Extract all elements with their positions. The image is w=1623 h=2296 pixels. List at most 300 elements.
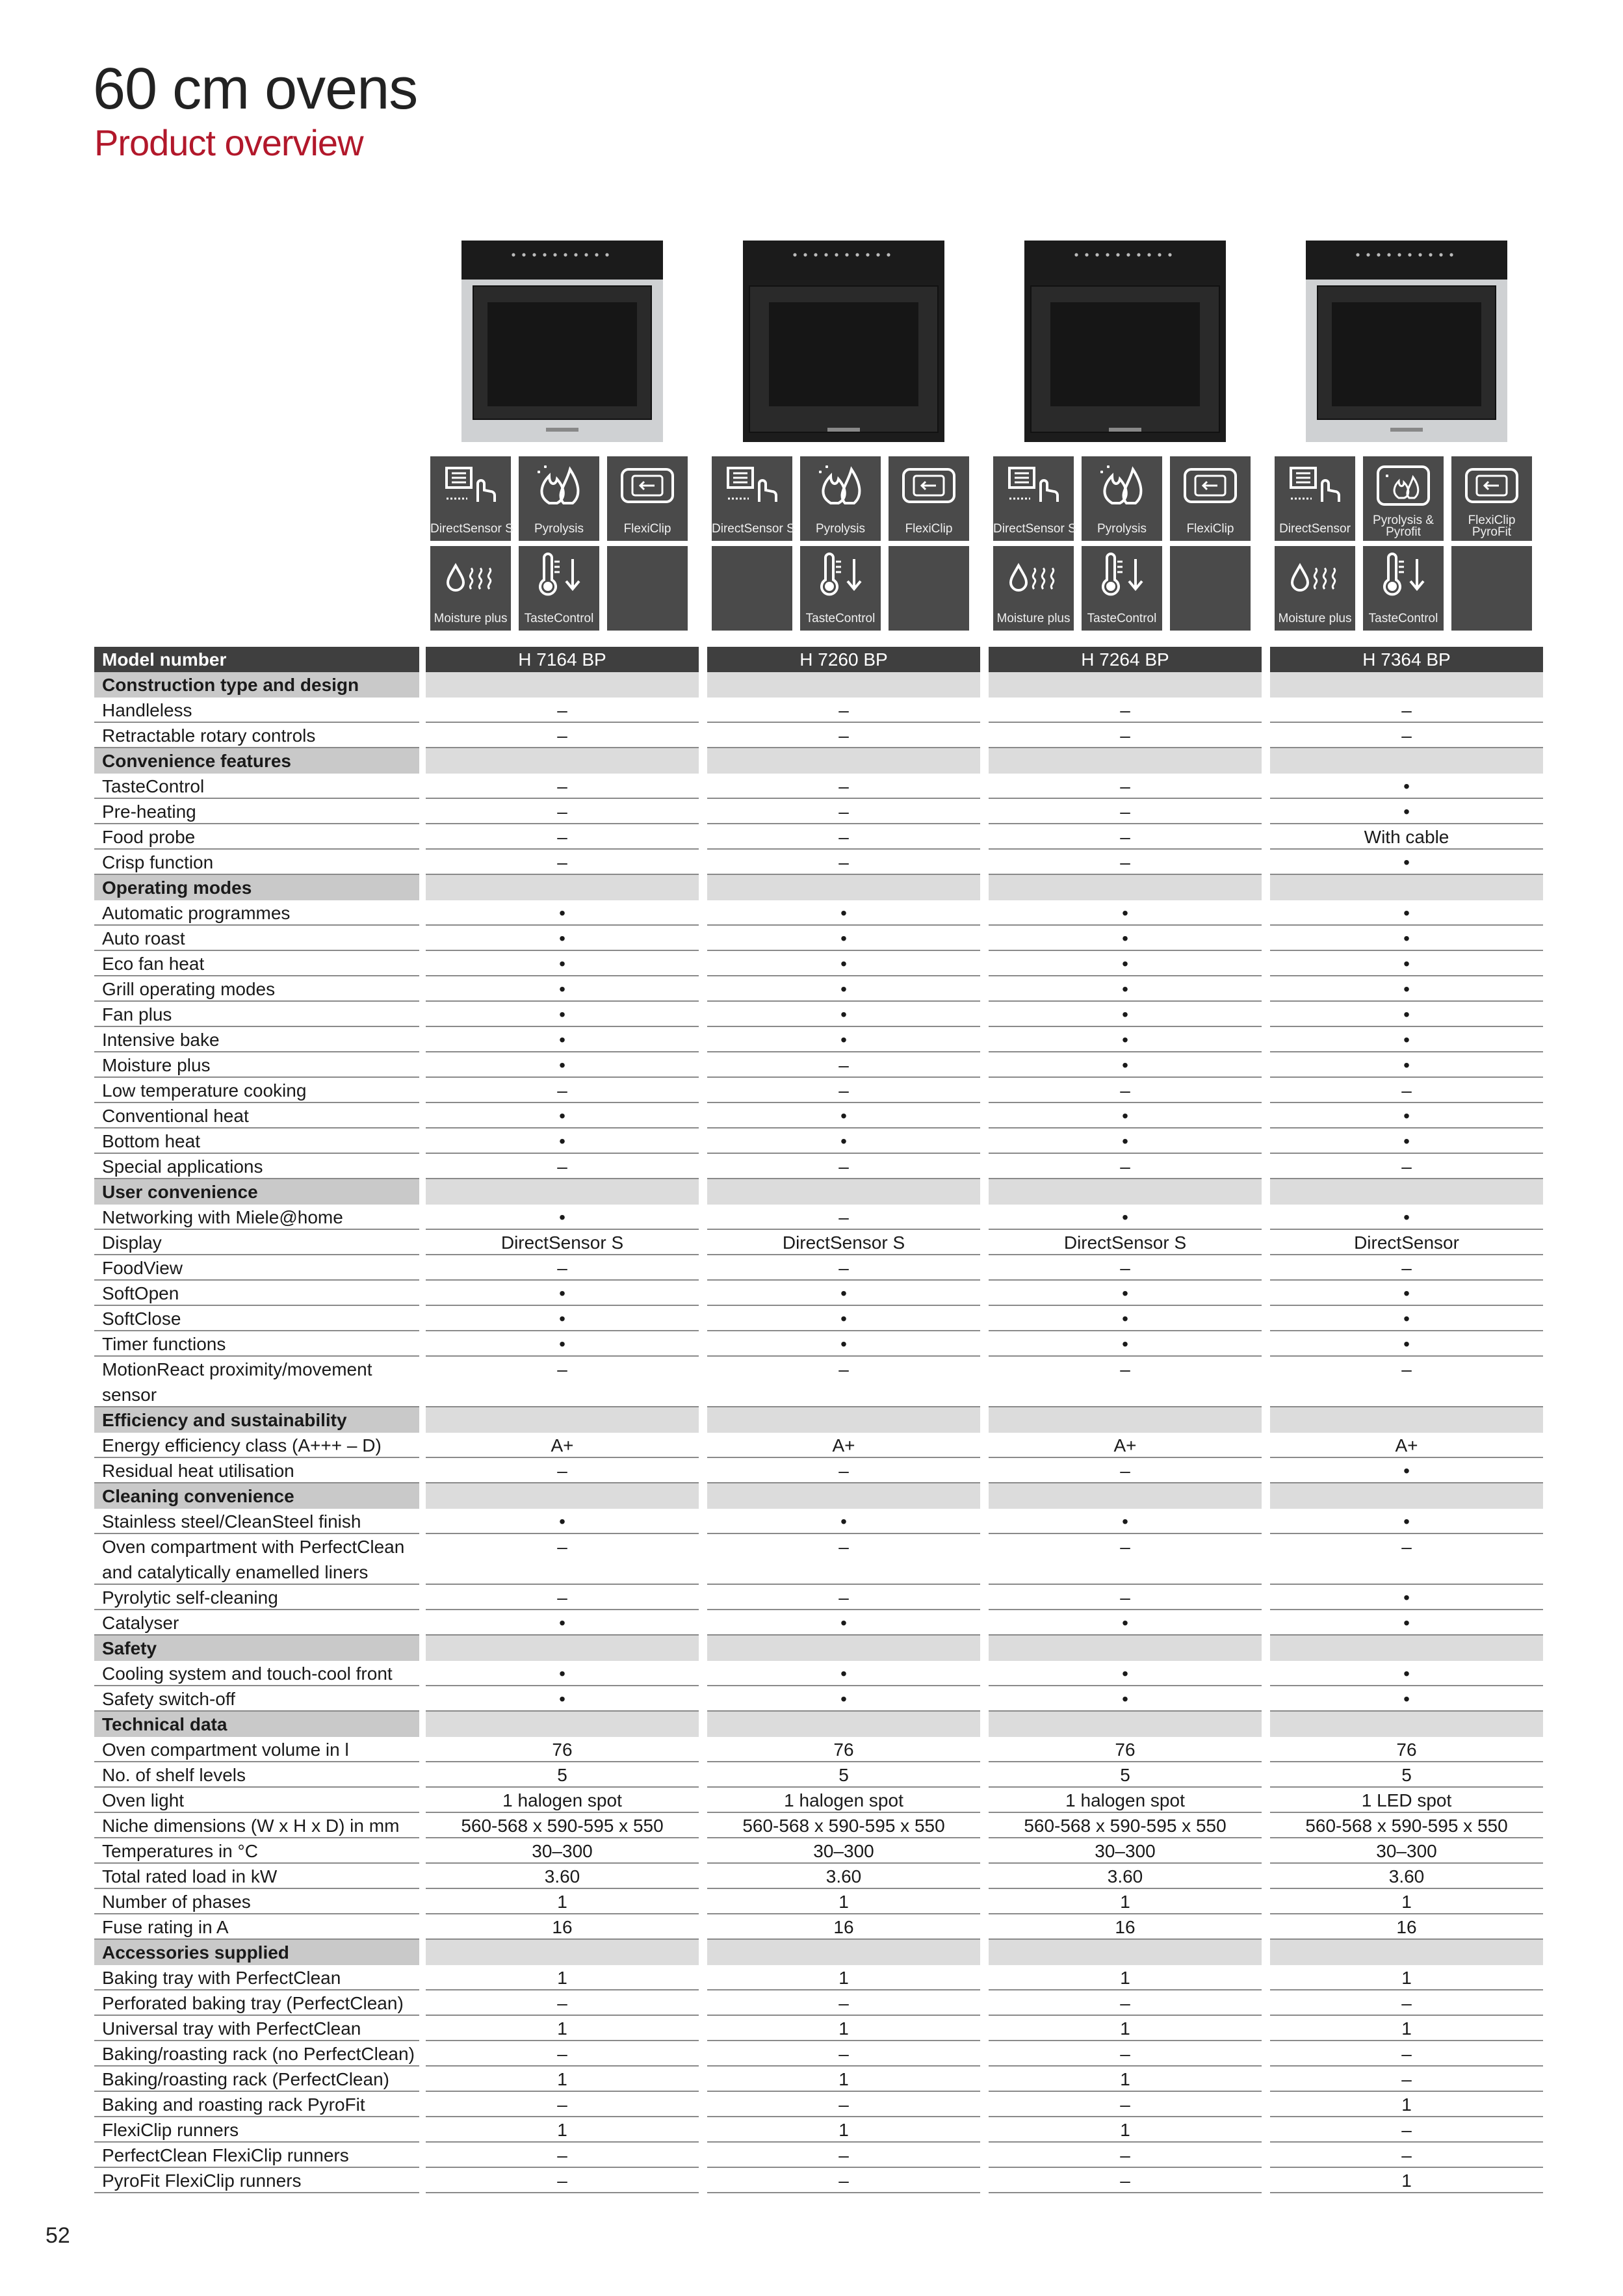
section-cell [989,875,1262,900]
table-cell: • [707,1103,980,1128]
row-label: Fan plus [94,1002,419,1027]
table-cell: • [707,951,980,976]
table-cell: 1 [1270,2016,1543,2041]
section-label: Safety [94,1636,419,1661]
table-cell: – [989,723,1262,748]
table-cell: – [1270,1078,1543,1103]
row-label: Bottom heat [94,1128,419,1154]
feature-tile-directsensor-s [993,456,1074,541]
table-cell: DirectSensor S [707,1230,980,1255]
table-cell: 5 [989,1762,1262,1788]
feature-tile-label: FlexiClip [623,522,671,536]
table-cell: • [707,1661,980,1686]
table-cell: • [989,1509,1262,1534]
feature-tile-tastecontrol [1363,546,1444,631]
table-cell: – [989,2041,1262,2067]
table-cell: • [1270,926,1543,951]
table-cell: – [1270,1990,1543,2016]
table-cell: • [426,1610,699,1636]
row-label: FoodView [94,1255,419,1281]
table-cell: • [707,1128,980,1154]
row-label: Number of phases [94,1889,419,1914]
table-cell: – [426,1458,699,1483]
table-cell: – [707,850,980,875]
feature-tile-label: Moisture plus [434,612,508,625]
row-label: Eco fan heat [94,951,419,976]
row-label: Handleless [94,698,419,723]
feature-tile-directsensor-s [430,456,511,541]
table-cell: – [989,1990,1262,2016]
row-label: PerfectClean FlexiClip runners [94,2143,419,2168]
feature-tile-flexiclip [1170,456,1251,541]
section-label: Construction type and design [94,672,419,698]
row-label: Catalyser [94,1610,419,1636]
oven-image [461,241,663,442]
table-cell: • [1270,976,1543,1002]
feature-tile-label: TasteControl [1087,612,1157,625]
table-cell: – [707,824,980,850]
feature-tile-empty [889,546,969,631]
table-cell: • [1270,1103,1543,1128]
table-cell: • [989,1306,1262,1331]
table-cell: – [426,2168,699,2193]
table-cell: – [989,1078,1262,1103]
feature-tile-pyrolysis [800,456,881,541]
table-cell: • [1270,951,1543,976]
table-cell: – [707,2168,980,2193]
table-cell: • [426,1205,699,1230]
row-label: Fuse rating in A [94,1914,419,1940]
oven-image [1306,241,1507,442]
table-cell: 560-568 x 590-595 x 550 [426,1813,699,1838]
table-cell: 1 halogen spot [426,1788,699,1813]
table-cell: • [1270,1509,1543,1534]
section-cell [989,1483,1262,1509]
table-cell: – [1270,2143,1543,2168]
table-cell: 5 [1270,1762,1543,1788]
row-label: SoftClose [94,1306,419,1331]
row-label: Cooling system and touch-cool front [94,1661,419,1686]
feature-tile-label: Moisture plus [996,612,1071,625]
table-cell: • [989,1331,1262,1357]
table-cell: – [989,799,1262,824]
table-cell: • [426,976,699,1002]
table-cell: – [707,723,980,748]
model-number: H 7364 BP [1270,647,1543,672]
table-cell: • [1270,1128,1543,1154]
table-cell: • [426,1331,699,1357]
table-cell: – [989,1458,1262,1483]
feature-tile-pyrolysis [519,456,599,541]
table-cell: • [1270,900,1543,926]
table-cell: 1 [1270,1889,1543,1914]
table-cell: 16 [426,1914,699,1940]
table-cell: – [707,1534,980,1585]
table-cell: • [426,951,699,976]
table-cell: • [1270,1281,1543,1306]
table-cell: 3.60 [426,1864,699,1889]
row-label: Residual heat utilisation [94,1458,419,1483]
table-cell: – [1270,2041,1543,2067]
table-cell: • [426,1128,699,1154]
row-label: Grill operating modes [94,976,419,1002]
section-cell [426,1483,699,1509]
section-cell [989,1179,1262,1205]
table-cell: 560-568 x 590-595 x 550 [1270,1813,1543,1838]
feature-tile-label: FlexiClip PyroFit [1468,514,1516,539]
row-label: Oven compartment with PerfectClean and catalytically enamelled liners [94,1534,419,1585]
table-cell: 3.60 [707,1864,980,1889]
section-label: Convenience features [94,748,419,774]
row-label: Perforated baking tray (PerfectClean) [94,1990,419,2016]
section-cell [707,1712,980,1737]
feature-tile-pyrolysis-pyrofit [1363,456,1444,541]
table-cell: – [1270,2067,1543,2092]
table-cell: – [426,824,699,850]
table-cell: 5 [707,1762,980,1788]
row-label: TasteControl [94,774,419,799]
table-cell: – [707,1357,980,1407]
section-cell [989,1636,1262,1661]
table-cell: – [426,1078,699,1103]
section-cell [707,1407,980,1433]
row-label: Baking/roasting rack (PerfectClean) [94,2067,419,2092]
feature-tile-directsensor [1275,456,1355,541]
table-cell: – [989,2143,1262,2168]
section-cell [426,1636,699,1661]
table-cell: – [426,2143,699,2168]
row-label: MotionReact proximity/movement sensor [94,1357,419,1407]
table-cell: – [707,1458,980,1483]
table-cell: 1 [426,1965,699,1990]
table-cell: 76 [426,1737,699,1762]
table-cell: • [426,1306,699,1331]
row-label: Temperatures in °C [94,1838,419,1864]
table-cell: 1 halogen spot [989,1788,1262,1813]
row-label: Universal tray with PerfectClean [94,2016,419,2041]
table-cell: 1 [707,2067,980,2092]
table-cell: – [707,2092,980,2117]
table-cell: 1 [1270,2092,1543,2117]
table-cell: • [707,1610,980,1636]
row-label: Conventional heat [94,1103,419,1128]
table-cell: – [1270,2117,1543,2143]
row-label: Intensive bake [94,1027,419,1052]
table-cell: – [426,1534,699,1585]
row-label: Networking with Miele@home [94,1205,419,1230]
section-cell [989,748,1262,774]
table-cell: – [989,2092,1262,2117]
section-cell [1270,1940,1543,1965]
row-label: Automatic programmes [94,900,419,926]
table-cell: 30–300 [707,1838,980,1864]
section-label: Operating modes [94,875,419,900]
section-cell [426,1712,699,1737]
table-cell: 1 [426,2016,699,2041]
table-cell: • [426,1027,699,1052]
table-cell: • [1270,1331,1543,1357]
section-label: Cleaning convenience [94,1483,419,1509]
table-cell: 1 [426,2067,699,2092]
table-cell: • [707,1002,980,1027]
page-subtitle: Product overview [94,122,363,163]
table-cell: • [426,1509,699,1534]
table-cell: • [426,1052,699,1078]
table-cell: With cable [1270,824,1543,850]
feature-tile-label: DirectSensor S [712,522,795,536]
table-cell: 1 [1270,2168,1543,2193]
table-cell: • [426,1686,699,1712]
table-cell: 76 [1270,1737,1543,1762]
row-label: Safety switch-off [94,1686,419,1712]
table-cell: 1 [426,2117,699,2143]
table-cell: – [989,1154,1262,1179]
table-cell: – [989,1255,1262,1281]
feature-tile-tastecontrol [800,546,881,631]
table-cell: • [1270,1205,1543,1230]
section-cell [707,1636,980,1661]
section-label: Technical data [94,1712,419,1737]
section-cell [707,672,980,698]
table-cell: • [426,1002,699,1027]
feature-tile-directsensor-s [712,456,795,541]
table-cell: – [707,1078,980,1103]
table-cell: 76 [707,1737,980,1762]
table-cell: • [426,926,699,951]
table-cell: – [1270,723,1543,748]
model-number: H 7260 BP [707,647,980,672]
table-cell: • [989,1002,1262,1027]
table-cell: – [426,1154,699,1179]
section-cell [1270,748,1543,774]
table-cell: – [426,774,699,799]
feature-tile-label: Pyrolysis [1097,522,1147,536]
table-cell: – [426,1357,699,1407]
table-cell: A+ [989,1433,1262,1458]
feature-tile-empty [607,546,688,631]
table-cell: • [989,1128,1262,1154]
row-label: Oven light [94,1788,419,1813]
row-label: Pyrolytic self-cleaning [94,1585,419,1610]
section-label: Accessories supplied [94,1940,419,1965]
section-label: Efficiency and sustainability [94,1407,419,1433]
table-cell: • [989,900,1262,926]
table-cell: • [1270,799,1543,824]
feature-tile-label: DirectSensor S [993,522,1076,536]
table-cell: – [1270,698,1543,723]
feature-tile-label: Moisture plus [1278,612,1352,625]
table-cell: • [1270,1661,1543,1686]
table-cell: – [426,2092,699,2117]
table-cell: – [1270,1357,1543,1407]
feature-tile-label: Pyrolysis [534,522,584,536]
table-cell: • [1270,774,1543,799]
section-cell [707,875,980,900]
table-cell: 16 [707,1914,980,1940]
section-cell [989,1940,1262,1965]
table-cell: • [989,1052,1262,1078]
table-cell: • [1270,1002,1543,1027]
table-cell: • [426,1103,699,1128]
table-cell: • [707,926,980,951]
row-label: Energy efficiency class (A+++ – D) [94,1433,419,1458]
table-cell: – [426,1990,699,2016]
row-label: PyroFit FlexiClip runners [94,2168,419,2193]
table-cell: 1 [989,2067,1262,2092]
feature-tile-empty [1170,546,1251,631]
oven-image [1024,241,1226,442]
model-number: H 7264 BP [989,647,1262,672]
table-cell: – [707,799,980,824]
row-label: Baking tray with PerfectClean [94,1965,419,1990]
row-label: SoftOpen [94,1281,419,1306]
section-cell [1270,1483,1543,1509]
table-cell: 1 LED spot [1270,1788,1543,1813]
table-cell: – [426,1255,699,1281]
feature-tile-flexiclip [889,456,969,541]
table-cell: 1 [989,1965,1262,1990]
row-label: Timer functions [94,1331,419,1357]
row-label: Crisp function [94,850,419,875]
row-label: Pre-heating [94,799,419,824]
table-cell: • [989,976,1262,1002]
table-cell: A+ [1270,1433,1543,1458]
table-cell: • [989,1610,1262,1636]
section-cell [707,1179,980,1205]
feature-tile-tastecontrol [519,546,599,631]
table-cell: • [1270,850,1543,875]
table-cell: • [707,1306,980,1331]
table-cell: 1 [989,1889,1262,1914]
table-cell: 1 [1270,1965,1543,1990]
section-cell [426,875,699,900]
table-cell: – [989,824,1262,850]
table-cell: 76 [989,1737,1262,1762]
feature-tile-flexiclip [607,456,688,541]
table-cell: – [707,1255,980,1281]
table-cell: 560-568 x 590-595 x 550 [989,1813,1262,1838]
table-cell: – [426,799,699,824]
table-cell: • [989,926,1262,951]
section-cell [989,672,1262,698]
table-cell: – [707,1052,980,1078]
row-label: Baking and roasting rack PyroFit [94,2092,419,2117]
table-cell: – [426,1585,699,1610]
table-cell: • [989,1661,1262,1686]
table-cell: • [989,1027,1262,1052]
table-cell: – [426,850,699,875]
feature-tile-label: TasteControl [805,612,876,625]
table-cell: 1 [989,2016,1262,2041]
feature-tile-flexiclip-pyrofit [1451,456,1532,541]
table-cell: – [707,1585,980,1610]
row-label: Low temperature cooking [94,1078,419,1103]
feature-tile-empty [712,546,792,631]
table-cell: • [1270,1585,1543,1610]
row-label: Niche dimensions (W x H x D) in mm [94,1813,419,1838]
row-label: Special applications [94,1154,419,1179]
table-cell: • [1270,1610,1543,1636]
row-label: Baking/roasting rack (no PerfectClean) [94,2041,419,2067]
table-cell: 16 [989,1914,1262,1940]
table-cell: • [426,900,699,926]
row-label: Auto roast [94,926,419,951]
table-cell: • [989,951,1262,976]
section-cell [426,748,699,774]
table-cell: – [1270,1534,1543,1585]
table-cell: • [989,1103,1262,1128]
table-cell: – [989,1534,1262,1585]
feature-tile-label: TasteControl [1368,612,1438,625]
section-cell [989,1712,1262,1737]
table-cell: 30–300 [1270,1838,1543,1864]
table-cell: A+ [426,1433,699,1458]
section-cell [426,1179,699,1205]
section-cell [1270,1179,1543,1205]
table-cell: • [707,1331,980,1357]
table-cell: • [707,1509,980,1534]
table-cell: 30–300 [426,1838,699,1864]
table-cell: 5 [426,1762,699,1788]
feature-tile-label: Pyrolysis & Pyrofit [1373,514,1434,539]
page-title: 60 cm ovens [93,57,418,122]
table-cell: 1 [989,2117,1262,2143]
table-cell: – [707,1154,980,1179]
section-label: User convenience [94,1179,419,1205]
feature-tile-moisture-plus [993,546,1074,631]
table-cell: – [1270,1255,1543,1281]
section-cell [426,672,699,698]
feature-tile-empty [1451,546,1532,631]
table-cell: 1 [426,1889,699,1914]
table-cell: • [1270,1686,1543,1712]
table-cell: • [989,1205,1262,1230]
table-cell: – [707,774,980,799]
section-cell [1270,1407,1543,1433]
feature-tile-moisture-plus [430,546,511,631]
row-label: Oven compartment volume in l [94,1737,419,1762]
table-cell: 16 [1270,1914,1543,1940]
table-cell: • [426,1281,699,1306]
page-number: 52 [45,2223,70,2248]
section-cell [707,748,980,774]
row-label: Stainless steel/CleanSteel finish [94,1509,419,1534]
model-number: H 7164 BP [426,647,699,672]
table-cell: 30–300 [989,1838,1262,1864]
table-cell: • [989,1686,1262,1712]
feature-tile-label: FlexiClip [1186,522,1234,536]
oven-image [743,241,944,442]
row-label: Moisture plus [94,1052,419,1078]
section-cell [707,1940,980,1965]
table-cell: – [989,1357,1262,1407]
table-cell: 1 [707,2117,980,2143]
feature-tile-moisture-plus [1275,546,1355,631]
table-cell: 560-568 x 590-595 x 550 [707,1813,980,1838]
table-cell: 1 [707,1965,980,1990]
row-label: Food probe [94,824,419,850]
table-cell: – [707,1990,980,2016]
table-cell: • [1270,1306,1543,1331]
row-label: Total rated load in kW [94,1864,419,1889]
table-cell: – [426,723,699,748]
table-cell: – [989,850,1262,875]
table-cell: • [707,976,980,1002]
section-cell [989,1407,1262,1433]
table-cell: • [1270,1027,1543,1052]
table-cell: • [989,1281,1262,1306]
section-cell [1270,1712,1543,1737]
